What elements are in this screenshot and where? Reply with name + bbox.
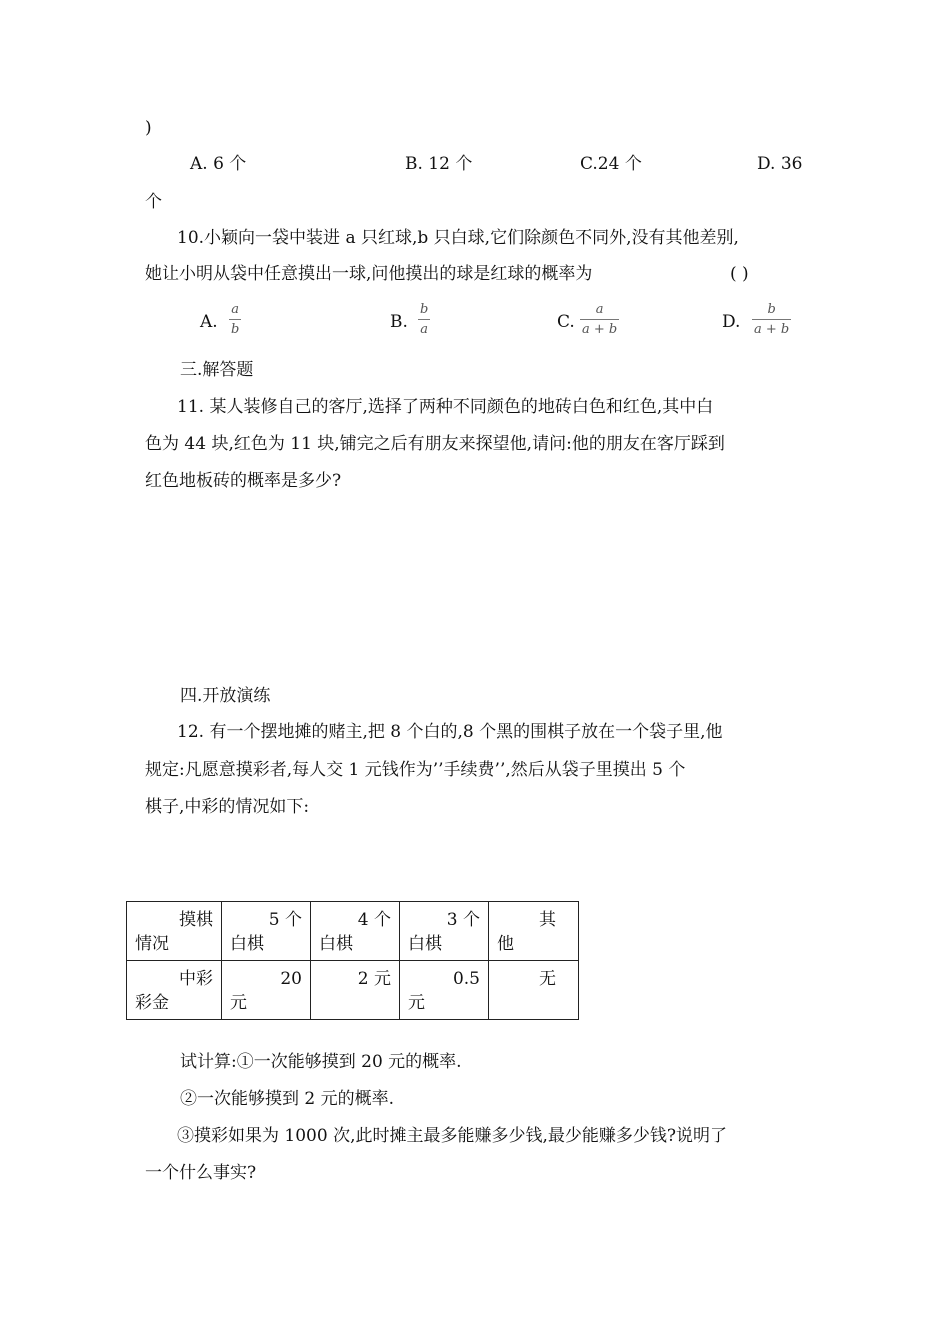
fraction-numerator: b — [767, 302, 776, 317]
section3-title: 三.解答题 — [180, 360, 254, 380]
fraction-denominator: a + b — [582, 322, 618, 337]
table-cell — [127, 902, 222, 961]
cell-top-text: 0.5 — [452, 969, 480, 989]
q12-calc3-line2: 一个什么事实? — [145, 1163, 257, 1183]
cell-top-text: 其 — [539, 910, 556, 930]
q9-option-c: C.24 个 — [580, 154, 642, 174]
fraction-numerator: b — [420, 302, 429, 317]
fraction-numerator: a — [231, 302, 240, 317]
q9-option-b: B. 12 个 — [405, 154, 473, 174]
q10-option-a-label: A. — [200, 312, 218, 332]
q11-line2: 色为 44 块,红色为 11 块,铺完之后有朋友来探望他,请问:他的朋友在客厅踩到 — [145, 434, 725, 454]
table-cell — [400, 902, 489, 961]
cell-bottom-text: 情况 — [135, 934, 169, 954]
cell-bottom-text: 白棋 — [230, 934, 264, 954]
q10-answer-blank: ( ) — [730, 264, 749, 284]
table-row — [127, 902, 579, 961]
cell-bottom-text: 元 — [408, 993, 425, 1013]
cell-bottom-text: 彩金 — [135, 993, 169, 1013]
q12-line3: 棋子,中彩的情况如下: — [145, 797, 310, 817]
table-row — [127, 961, 579, 1020]
q12-calc2: ②一次能够摸到 2 元的概率. — [180, 1089, 395, 1109]
q10-option-a-fraction — [229, 302, 241, 337]
cell-bottom-text: 白棋 — [408, 934, 442, 954]
q10-line1: 10.小颖向一袋中装进 a 只红球,b 只白球,它们除颜色不同外,没有其他差别, — [177, 228, 739, 248]
q12-calc1: 试计算:①一次能够摸到 20 元的概率. — [180, 1052, 462, 1072]
q9-option-a: A. 6 个 — [190, 154, 247, 174]
table-cell — [222, 961, 311, 1020]
q11-line1: 11. 某人装修自己的客厅,选择了两种不同颜色的地砖白色和红色,其中白 — [177, 397, 714, 417]
table-cell — [222, 902, 311, 961]
table-cell — [489, 902, 579, 961]
fraction-denominator: a — [420, 322, 429, 337]
cell-top-text: 20 — [280, 969, 302, 989]
table-cell — [311, 961, 400, 1020]
q10-option-b-label: B. — [390, 312, 408, 332]
table-cell — [127, 961, 222, 1020]
q10-option-d-fraction — [752, 302, 791, 337]
q10-option-c-fraction — [580, 302, 619, 337]
q11-line3: 红色地板砖的概率是多少? — [145, 471, 342, 491]
q10-option-c-label: C. — [557, 312, 575, 332]
cell-bottom-text: 他 — [497, 934, 514, 954]
table-cell — [311, 902, 400, 961]
q9-closing-paren: ) — [145, 118, 152, 138]
fraction-numerator: a — [595, 302, 604, 317]
q10-line2: 她让小明从袋中任意摸出一球,问他摸出的球是红球的概率为 — [145, 264, 593, 284]
cell-bottom-text: 白棋 — [319, 934, 353, 954]
cell-top-text: 中彩 — [179, 969, 213, 989]
cell-top-text: 5 个 — [268, 910, 302, 930]
q9-option-d: D. 36 — [757, 154, 803, 174]
cell-bottom-text: 元 — [230, 993, 247, 1013]
q12-line1: 12. 有一个摆地摊的赌主,把 8 个白的,8 个黑的围棋子放在一个袋子里,他 — [177, 722, 723, 742]
cell-top-text: 4 个 — [357, 910, 391, 930]
q10-option-d-label: D. — [722, 312, 741, 332]
q10-option-b-fraction — [418, 302, 430, 337]
fraction-denominator: a + b — [754, 322, 790, 337]
cell-top-text: 3 个 — [446, 910, 480, 930]
cell-top-text: 2 元 — [357, 969, 391, 989]
section4-title: 四.开放演练 — [180, 686, 271, 706]
cell-top-text: 摸棋 — [179, 910, 213, 930]
q12-line2: 规定:凡愿意摸彩者,每人交 1 元钱作为’’手续费’’,然后从袋子里摸出 5 个 — [145, 760, 686, 780]
q9-option-d-wrap: 个 — [145, 192, 162, 212]
table-cell — [400, 961, 489, 1020]
q12-calc3-line1: ③摸彩如果为 1000 次,此时摊主最多能赚多少钱,最少能赚多少钱?说明了 — [177, 1126, 727, 1146]
cell-top-text: 无 — [539, 969, 556, 989]
prize-table — [126, 901, 579, 1020]
fraction-denominator: b — [231, 322, 240, 337]
table-cell — [489, 961, 579, 1020]
